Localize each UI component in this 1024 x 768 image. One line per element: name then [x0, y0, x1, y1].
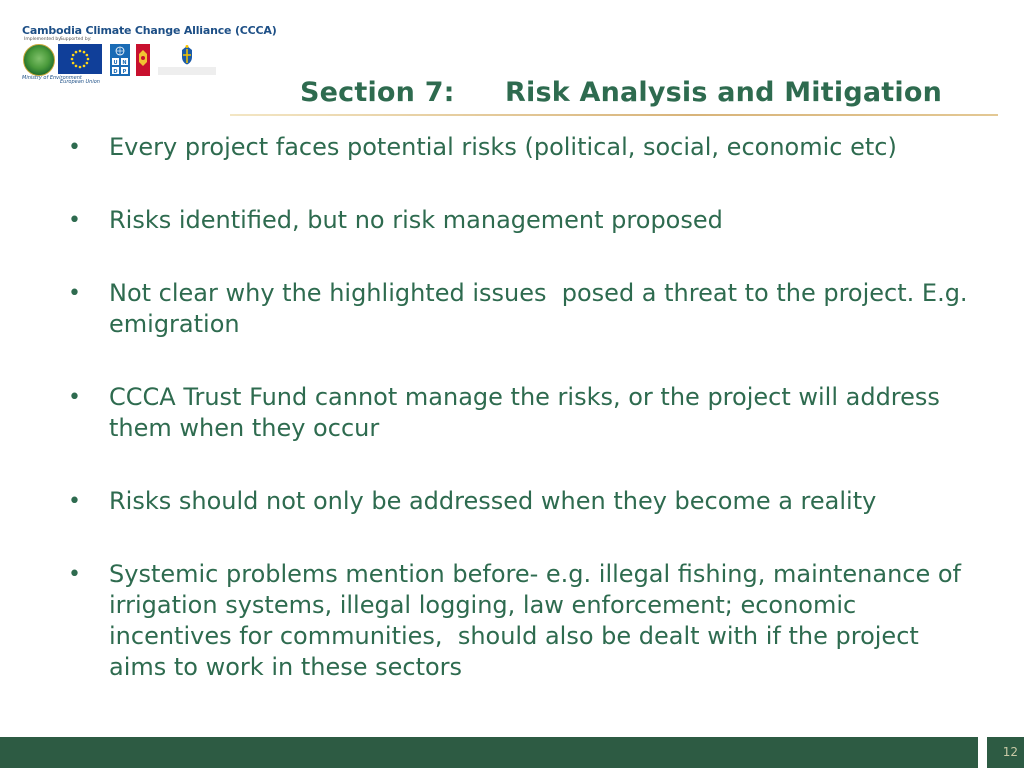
- svg-text:N: N: [122, 59, 127, 66]
- footer-bar: [0, 737, 978, 768]
- bullet-text: CCCA Trust Fund cannot manage the risks, or the project will address them when they occur: [109, 383, 940, 442]
- title-text: Risk Analysis and Mitigation: [505, 77, 942, 108]
- ministry-of-environment-logo: [23, 44, 55, 76]
- moe-caption: Ministry of Environment: [22, 75, 82, 81]
- alliance-title: Cambodia Climate Change Alliance (CCCA): [22, 24, 277, 37]
- page-number: 12: [1002, 745, 1018, 759]
- title-underline: [230, 114, 998, 116]
- bullet-item: [68, 486, 968, 517]
- svg-text:P: P: [122, 68, 127, 75]
- bullet-item: [68, 559, 968, 683]
- bullet-text: Systemic problems mention before- e.g. illegal fishing, maintenance of irrigation systems, illegal logging, law enforcement; economic incentives for communities, should also be dealt with if the project aims to work in these sectors: [109, 560, 969, 681]
- bullet-dot: •: [68, 135, 81, 160]
- bullet-text: Risks identified, but no risk management proposed: [109, 206, 723, 234]
- undp-logo: [110, 44, 130, 76]
- page-number-box: [987, 737, 1024, 768]
- bullet-item: [68, 132, 968, 163]
- title-section-number: Section 7:: [300, 77, 455, 108]
- svg-text:D: D: [113, 68, 118, 75]
- bullet-dot: •: [68, 208, 81, 233]
- implemented-by-label: Implemented by:: [24, 37, 63, 42]
- eu-flag-logo: [58, 44, 102, 74]
- supported-by-label: Supported by:: [60, 37, 92, 42]
- partner-logos: [22, 18, 277, 90]
- embassy-of-sweden-logo: [156, 44, 218, 76]
- bullet-dot: •: [68, 385, 81, 410]
- bullet-text: Risks should not only be addressed when they become a reality: [109, 487, 877, 515]
- bullet-dot: •: [68, 489, 81, 514]
- bullet-text: Every project faces potential risks (political, social, economic etc): [109, 133, 897, 161]
- bullet-item: [68, 278, 976, 340]
- bullet-text: Not clear why the highlighted issues posed a threat to the project. E.g. emigration: [109, 279, 976, 338]
- svg-text:U: U: [113, 59, 118, 66]
- bullet-list: [68, 132, 976, 683]
- bullet-item: [68, 382, 968, 444]
- slide-title: [300, 77, 942, 108]
- bullet-dot: •: [68, 281, 81, 306]
- bullet-item: [68, 205, 968, 236]
- netherlands-logo: [136, 44, 150, 76]
- eu-caption: European Union: [60, 79, 100, 85]
- bullet-dot: •: [68, 562, 81, 587]
